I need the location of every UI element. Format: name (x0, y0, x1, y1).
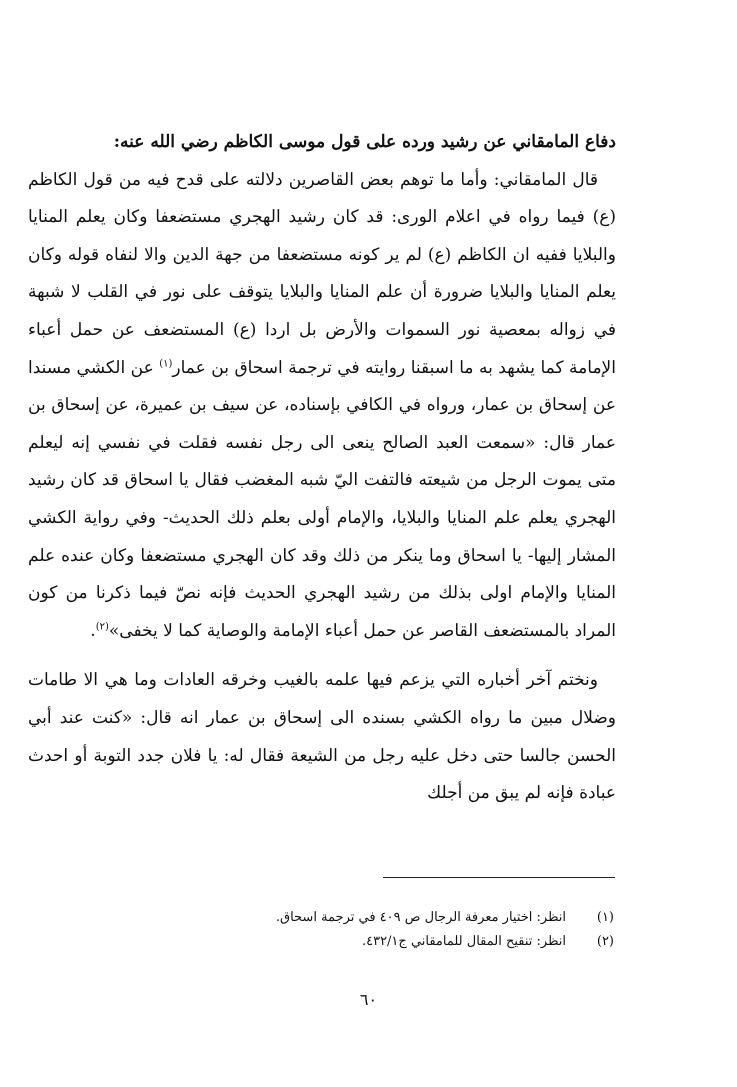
footnote-divider (383, 877, 615, 878)
paragraph-1-text-b: عن الكشي مسندا عن إسحاق بن عمار، ورواه في الكافي بإسناده، عن سيف بن عميرة، عن إسحاق بن عمار قال: «سمعت العبد الصالح ينعى الى رجل نفسه فقلت في نفسي إنه ليعلم متى يموت الرجل من شيعته فالتفت اليّ شبه المغضب فقال يا اسحاق قد كان رشيد الهجري يعلم علم المنايا والبلايا، والإمام أولى بعلم ذلك الحديث- وفي رواية الكشي المشار إليها- يا اسحاق وما ينكر من ذلك وقد كان الهجري مستضعفا وكان عنده علم المنايا والإمام اولى بذلك من رشيد الهجري الحديث فإنه نصّ فيما ذكرنا من كون المراد بالمستضعف القاصر عن حمل أعباء الإمامة والوصاية كما لا يخفى» (28, 357, 616, 641)
footnote-number: (٢) (596, 934, 614, 949)
footnote-text: انظر: تنقيح المقال للمامقاني ج٤٣٢/١. (361, 934, 566, 949)
paragraph-2: ونختم آخر أخباره التي يزعم فيها علمه بالغيب وخرقه العادات وما هي الا طامات وضلال مبين ما رواه الكشي بسنده الى إسحاق بن عمار انه قال: «كنت عند أبي الحسن جالسا حتى دخل عليه رجل من الشيعة فقال له: يا فلان جدد التوبة أو احدث عبادة فإنه لم يبق من أجلك (28, 670, 616, 804)
footnote-item (120, 930, 614, 954)
main-text (28, 124, 616, 813)
section-heading: دفاع المامقاني عن رشيد ورده على قول موسى الكاظم رضي الله عنه: (113, 132, 616, 152)
paragraph-1-text-end: . (90, 620, 96, 641)
paragraph-1 (28, 162, 616, 651)
footnote-ref-2: (٢) (95, 621, 109, 633)
footnote-item (120, 906, 614, 930)
footnote-ref-1: (١) (159, 357, 173, 369)
footnotes (120, 906, 614, 954)
footnote-number: (١) (596, 910, 614, 925)
page-number: ٦٠ (359, 990, 378, 1009)
paragraph-1-text-a: قال المامقاني: وأما ما توهم بعض القاصرين دلالته على قدح فيه من قول الكاظم (ع) فيما رواه في اعلام الورى: قد كان رشيد الهجري مستضعفا وكان يعلم المنايا والبلايا ففيه ان الكاظم (ع) لم ير كونه مستضعفا من جهة الدين والا لنفاه قوله وكان يعلم المنايا والبلايا ضرورة أن علم المنايا والبلايا يتوقف على نور في القلب لا شبهة في زواله بمعصية نور السموات والأرض بل اردا (ع) المستضعف عن حمل أعباء الإمامة كما يشهد به ما اسبقنا روايته في ترجمة اسحاق بن عمار (28, 169, 616, 378)
footnote-text: انظر: اختيار معرفة الرجال ص ٤٠٩ في ترجمة اسحاق. (275, 910, 566, 925)
